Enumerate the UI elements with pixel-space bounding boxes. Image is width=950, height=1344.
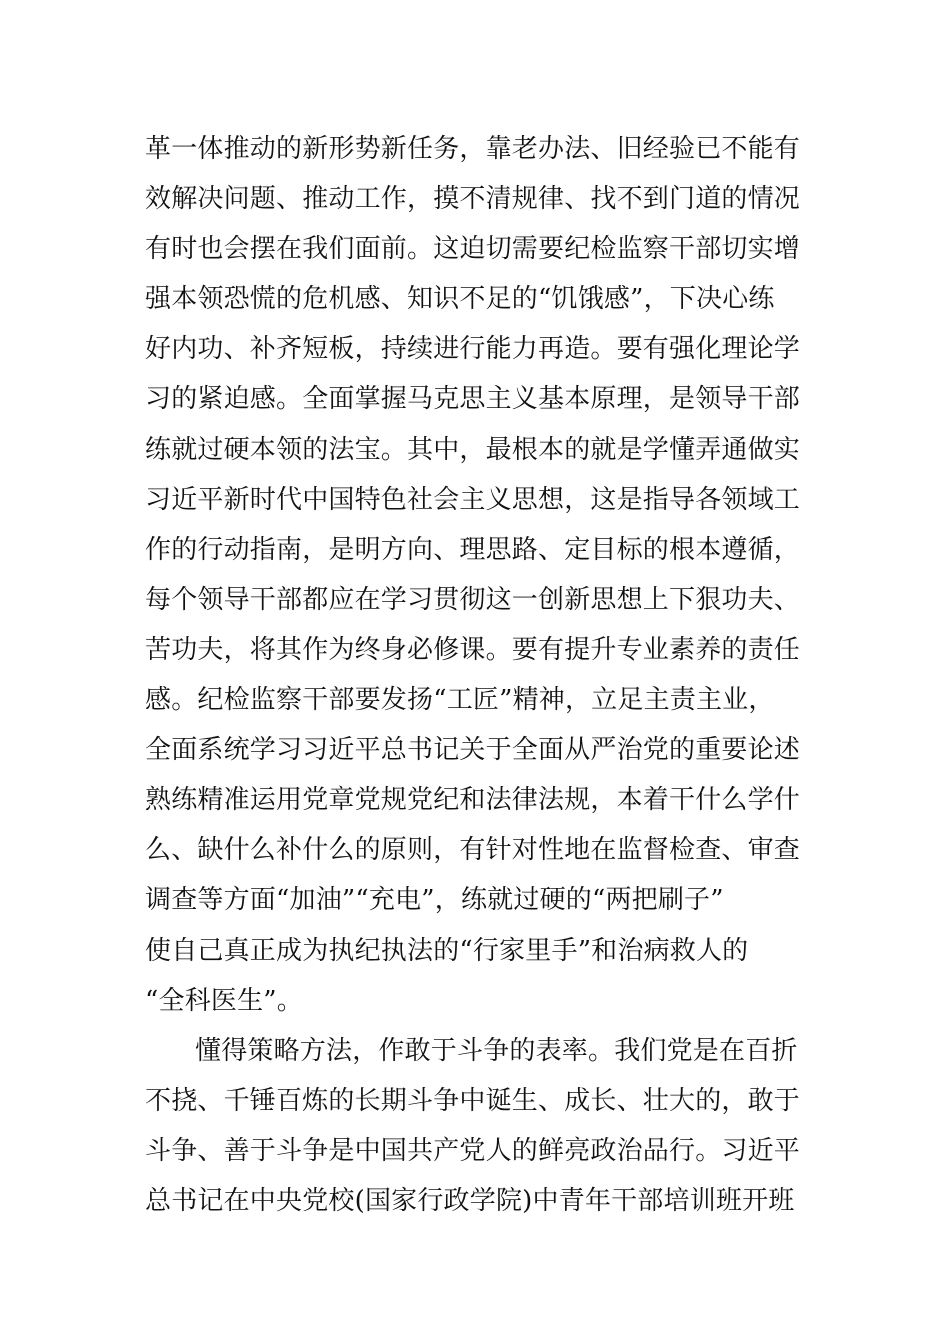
text-line-22: 总书记在中央党校(国家行政学院)中青年干部培训班开班: [145, 1185, 795, 1216]
text-line-7: 练就过硬本领的法宝。其中，最根本的就是学懂弄通做实: [145, 434, 801, 465]
text-line-8: 习近平新时代中国特色社会主义思想，这是指导各领域工: [145, 484, 801, 515]
text-line-15: 么、缺什么补什么的原则，有针对性地在监督检查、审查: [145, 835, 801, 866]
text-line-2: 效解决问题、推动工作，摸不清规律、找不到门道的情况: [145, 184, 801, 215]
text-line-4: 强本领恐慌的危机感、知识不足的“饥饿感”，下决心练: [145, 284, 775, 315]
body-text: [145, 124, 825, 1226]
text-line-19: 懂得策略方法，作敢于斗争的表率。我们党是在百折: [195, 1035, 798, 1066]
text-line-9: 作的行动指南，是明方向、理思路、定目标的根本遵循，: [145, 534, 801, 565]
text-line-11: 苦功夫，将其作为终身必修课。要有提升专业素养的责任: [145, 634, 801, 665]
text-line-1: 革一体推动的新形势新任务，靠老办法、旧经验已不能有: [145, 134, 801, 164]
text-line-10: 每个领导干部都应在学习贯彻这一创新思想上下狠功夫、: [145, 584, 801, 615]
text-line-3: 有时也会摆在我们面前。这迫切需要纪检监察干部切实增: [145, 234, 801, 265]
text-line-14: 熟练精准运用党章党规党纪和法律法规，本着干什么学什: [145, 785, 801, 816]
text-line-20: 不挠、千锤百炼的长期斗争中诞生、成长、壮大的，敢于: [145, 1085, 801, 1116]
text-line-16: 调查等方面“加油”“充电”，练就过硬的“两把刷子”: [145, 885, 724, 916]
text-line-17: 使自己真正成为执纪执法的“行家里手”和治病救人的: [145, 935, 749, 966]
text-line-21: 斗争、善于斗争是中国共产党人的鲜亮政治品行。习近平: [145, 1135, 801, 1166]
text-line-6: 习的紧迫感。全面掌握马克思主义基本原理，是领导干部: [145, 384, 801, 415]
text-line-5: 好内功、补齐短板，持续进行能力再造。要有强化理论学: [145, 334, 801, 365]
text-line-18: “全科医生”。: [145, 985, 303, 1016]
text-line-12: 感。纪检监察干部要发扬“工匠”精神，立足主责主业，: [145, 685, 775, 716]
text-line-13: 全面系统学习习近平总书记关于全面从严治党的重要论述: [145, 735, 801, 766]
